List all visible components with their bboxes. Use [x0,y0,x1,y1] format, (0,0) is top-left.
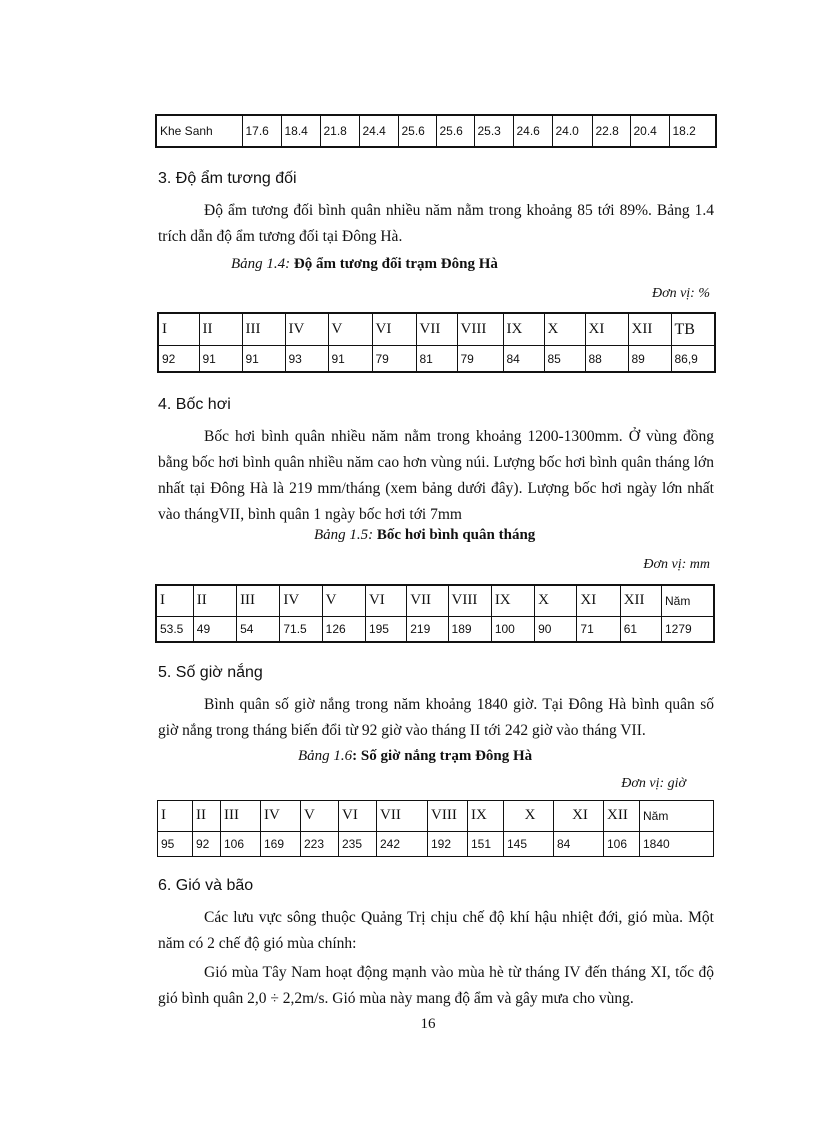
header-cell: VII [407,585,448,616]
section-heading-evaporation: 4. Bốc hơi [158,396,231,413]
header-cell: VIII [428,801,468,832]
paragraph-evaporation: Bốc hơi bình quân nhiều năm nằm trong khoảng 1200-1300mm. Ở vùng đồng bằng bốc hơi bình quân nhiều năm cao hơn vùng núi. Lượng bốc hơi bình quân tháng lớn nhất tại Đông Hà là 219 mm/tháng (xem bảng dưới đây). Lượng bốc hơi ngày lớn nhất vào thángVII, bình quân 1 ngày bốc hơi tới 7mm [158,428,714,523]
khe-sanh-table [155,114,717,148]
header-cell: XI [554,801,604,832]
table-cell: 71 [577,616,620,642]
table-cell: 145 [504,831,554,856]
caption-title: Bốc hơi bình quân tháng [376,527,536,543]
table-caption-1-6 [298,748,532,765]
table-cell: 24.0 [552,115,592,147]
table-cell: 71.5 [280,616,322,642]
sunshine-table [157,800,714,857]
table-cell: 53.5 [156,616,193,642]
paragraph-sunshine: Bình quân số giờ nắng trong năm khoảng 1840 giờ. Tại Đông Hà bình quân số giờ nắng trong tháng biến đổi từ 92 giờ vào tháng II tới 242 giờ vào tháng VII. [158,696,714,739]
table-cell: 192 [428,831,468,856]
table-cell: 93 [285,346,328,372]
table-header-row [158,313,715,346]
table-cell: 91 [199,346,242,372]
table-cell: 25.3 [474,115,513,147]
header-cell: IV [285,313,328,346]
table-cell: 79 [372,346,416,372]
station-cell: Khe Sanh [156,115,242,147]
table-cell: 169 [261,831,301,856]
table-cell: 24.6 [513,115,552,147]
header-cell: II [193,801,221,832]
unit-label: Đơn vị: % [651,286,710,301]
table-cell: 21.8 [320,115,359,147]
header-cell: VIII [448,585,491,616]
table-cell: 18.4 [281,115,320,147]
table-row [156,115,716,147]
table-cell: 219 [407,616,448,642]
table-cell: 79 [457,346,503,372]
header-cell: XI [577,585,620,616]
table-caption-1-5 [314,527,535,544]
table-cell: 25.6 [436,115,474,147]
table-cell: 17.6 [242,115,281,147]
unit-label: Đơn vị: mm [643,557,710,572]
table-cell: 22.8 [592,115,630,147]
table-cell: 90 [535,616,577,642]
caption-label: Bảng 1.4: [231,256,291,272]
header-cell: III [221,801,261,832]
table-cell: 92 [193,831,221,856]
header-cell: VI [339,801,377,832]
header-cell: X [535,585,577,616]
header-cell: I [156,585,193,616]
table-cell: 88 [585,346,628,372]
table-cell: 223 [301,831,339,856]
table-cell: 195 [365,616,406,642]
section-heading-wind: 6. Gió và bão [158,877,254,894]
header-cell: Năm [640,801,714,832]
caption-title: Độ ẩm tương đối trạm Đông Hà [293,256,498,272]
table-header-row [156,585,714,616]
table-cell: 100 [491,616,534,642]
caption-title: : Số giờ nắng trạm Đông Hà [352,748,533,764]
table-cell: 91 [328,346,372,372]
header-cell: X [504,801,554,832]
header-cell: V [328,313,372,346]
table-cell: 25.6 [398,115,436,147]
header-cell: XI [585,313,628,346]
table-cell: 84 [503,346,544,372]
table-cell: 18.2 [669,115,716,147]
table-cell: 95 [158,831,193,856]
paragraph-wind-2: Gió mùa Tây Nam hoạt động mạnh vào mùa hè từ tháng IV đến tháng XI, tốc độ gió bình quân 2,0 ÷ 2,2m/s. Gió mùa này mang độ ẩm và gây mưa cho vùng. [158,964,714,1007]
table-cell: 24.4 [359,115,398,147]
caption-label: Bảng 1.6 [298,748,353,764]
header-cell: VI [372,313,416,346]
table-cell: 61 [620,616,661,642]
table-caption-1-4 [231,256,498,273]
table-cell: 89 [628,346,671,372]
table-cell: 85 [544,346,585,372]
table-cell: 235 [339,831,377,856]
table-cell: 151 [468,831,504,856]
table-cell: 1840 [640,831,714,856]
header-cell: I [158,801,193,832]
table-row [158,346,715,372]
header-cell: II [193,585,236,616]
header-cell: VI [365,585,406,616]
table-cell: 106 [221,831,261,856]
humidity-table [157,312,716,373]
table-cell: 189 [448,616,491,642]
section-heading-humidity: 3. Độ ẩm tương đối [158,170,297,187]
header-cell: VII [377,801,428,832]
table-cell: 84 [554,831,604,856]
table-cell: 92 [158,346,199,372]
table-cell: 81 [416,346,457,372]
table-cell: 1279 [661,616,714,642]
unit-label: Đơn vị: giờ [621,776,686,791]
header-cell: Năm [661,585,714,616]
header-cell: IV [280,585,322,616]
table-header-row [158,801,714,832]
paragraph-wind-1: Các lưu vực sông thuộc Quảng Trị chịu chế độ khí hậu nhiệt đới, gió mùa. Một năm có 2 chế độ gió mùa chính: [158,909,714,952]
header-cell: VII [416,313,457,346]
header-cell: XII [604,801,640,832]
header-cell: V [301,801,339,832]
header-cell: III [242,313,285,346]
header-cell: X [544,313,585,346]
section-heading-sunshine: 5. Số giờ nắng [158,664,263,681]
header-cell: VIII [457,313,503,346]
table-cell: 49 [193,616,236,642]
header-cell: IX [503,313,544,346]
header-cell: IV [261,801,301,832]
table-row [156,616,714,642]
header-cell: IX [468,801,504,832]
table-cell: 126 [322,616,365,642]
evaporation-table [155,584,715,643]
table-cell: 86,9 [671,346,715,372]
header-cell: XII [620,585,661,616]
table-cell: 106 [604,831,640,856]
header-cell: I [158,313,199,346]
header-cell: III [237,585,280,616]
caption-label: Bảng 1.5: [314,527,374,543]
header-cell: TB [671,313,715,346]
header-cell: II [199,313,242,346]
table-cell: 54 [237,616,280,642]
table-cell: 91 [242,346,285,372]
header-cell: XII [628,313,671,346]
paragraph-humidity: Độ ẩm tương đối bình quân nhiều năm nằm trong khoảng 85 tới 89%. Bảng 1.4 trích dẫn độ ẩm tương đối tại Đông Hà. [158,202,714,245]
table-cell: 242 [377,831,428,856]
page-number: 16 [420,1016,436,1032]
table-cell: 20.4 [630,115,669,147]
header-cell: V [322,585,365,616]
table-row [158,831,714,856]
header-cell: IX [491,585,534,616]
